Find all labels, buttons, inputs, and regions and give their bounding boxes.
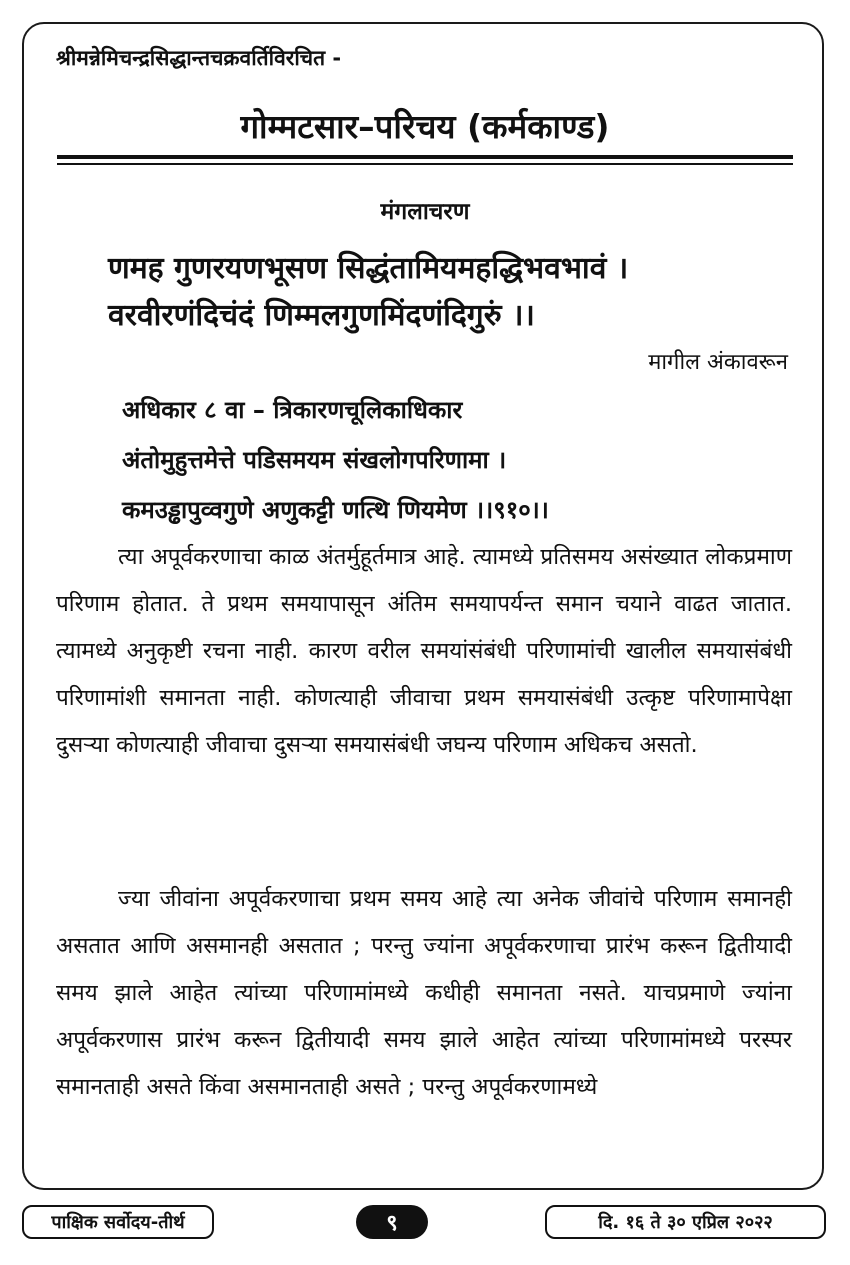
body-paragraph: ज्या जीवांना अपूर्वकरणाचा प्रथम समय आहे त्या अनेक जीवांचे परिणाम समानही असतात आणि असमानही असतात ; परन्तु ज्यांना अपूर्वकरणाचा प्रारंभ करून द्वितीयादी समय झाले आहेत त्यांच्या परिणामांमध्ये कधीही समानता नसते. याचप्रमाणे ज्यांना अपूर्वकरणास प्रारंभ करून द्वितीयादी समय झाले आहेत त्यांच्या परिणामांमध्ये परस्पर समानताही असते किंवा असमानताही असते ; परन्तु अपूर्वकरणामध्ये xyxy=(56,886,792,1100)
mangalacharan-verse-line-1: णमह गुणरयणभूसण सिद्धंतामियमहद्धिभवभावं । xyxy=(108,251,629,286)
continued-note: मागील अंकावरून xyxy=(648,350,788,375)
section-heading: अधिकार ८ वा – त्रिकारणचूलिकाधिकार xyxy=(122,396,463,424)
author-kicker: श्रीमन्नेमिचन्द्रसिद्धान्तचक्रवर्तिविरचित - xyxy=(56,46,342,70)
body-paragraph: त्या अपूर्वकरणाचा काळ अंतर्मुहूर्तमात्र आहे. त्यामध्ये प्रतिसमय असंख्यात लोकप्रमाण परिणाम होतात. ते प्रथम समयापासून अंतिम समयापर्यन्त समान चयाने वाढत जातात. त्यामध्ये अनुकृष्टी रचना नाही. कारण वरील समयांसंबंधी परिणामांची खालील समयासंबंधी परिणामांशी समानता नाही. कोणत्याही जीवाचा प्रथम समयासंबंधी उत्कृष्ट परिणामापेक्षा दुसऱ्या कोणत्याही जीवाचा दुसऱ्या समयासंबंधी जघन्य परिणाम अधिकच असतो. xyxy=(56,544,792,758)
gatha-line-2: कमउड्ढापुव्वगुणे अणुकट्टी णत्थि णियमेण ।।९१०।। xyxy=(122,496,549,524)
mangalacharan-verse-line-2: वरवीरणंदिचंदं णिम्मलगुणमिंदणंदिगुरुं ।। xyxy=(108,298,535,333)
title-rule-thick xyxy=(57,155,793,159)
gatha-line-1: अंतोमुहुत्तमेत्ते पडिसमयम संखलोगपरिणामा । xyxy=(122,446,507,474)
title-rule-thin xyxy=(57,163,793,165)
issue-date: दि. १६ ते ३० एप्रिल २०२२ xyxy=(545,1205,826,1239)
page-title: गोम्मटसार–परिचय (कर्मकाण्ड) xyxy=(240,107,610,146)
publication-name: पाक्षिक सर्वोदय-तीर्थ xyxy=(22,1205,214,1239)
mangalacharan-heading: मंगलाचरण xyxy=(380,199,470,225)
page-number: ९ xyxy=(356,1205,428,1239)
